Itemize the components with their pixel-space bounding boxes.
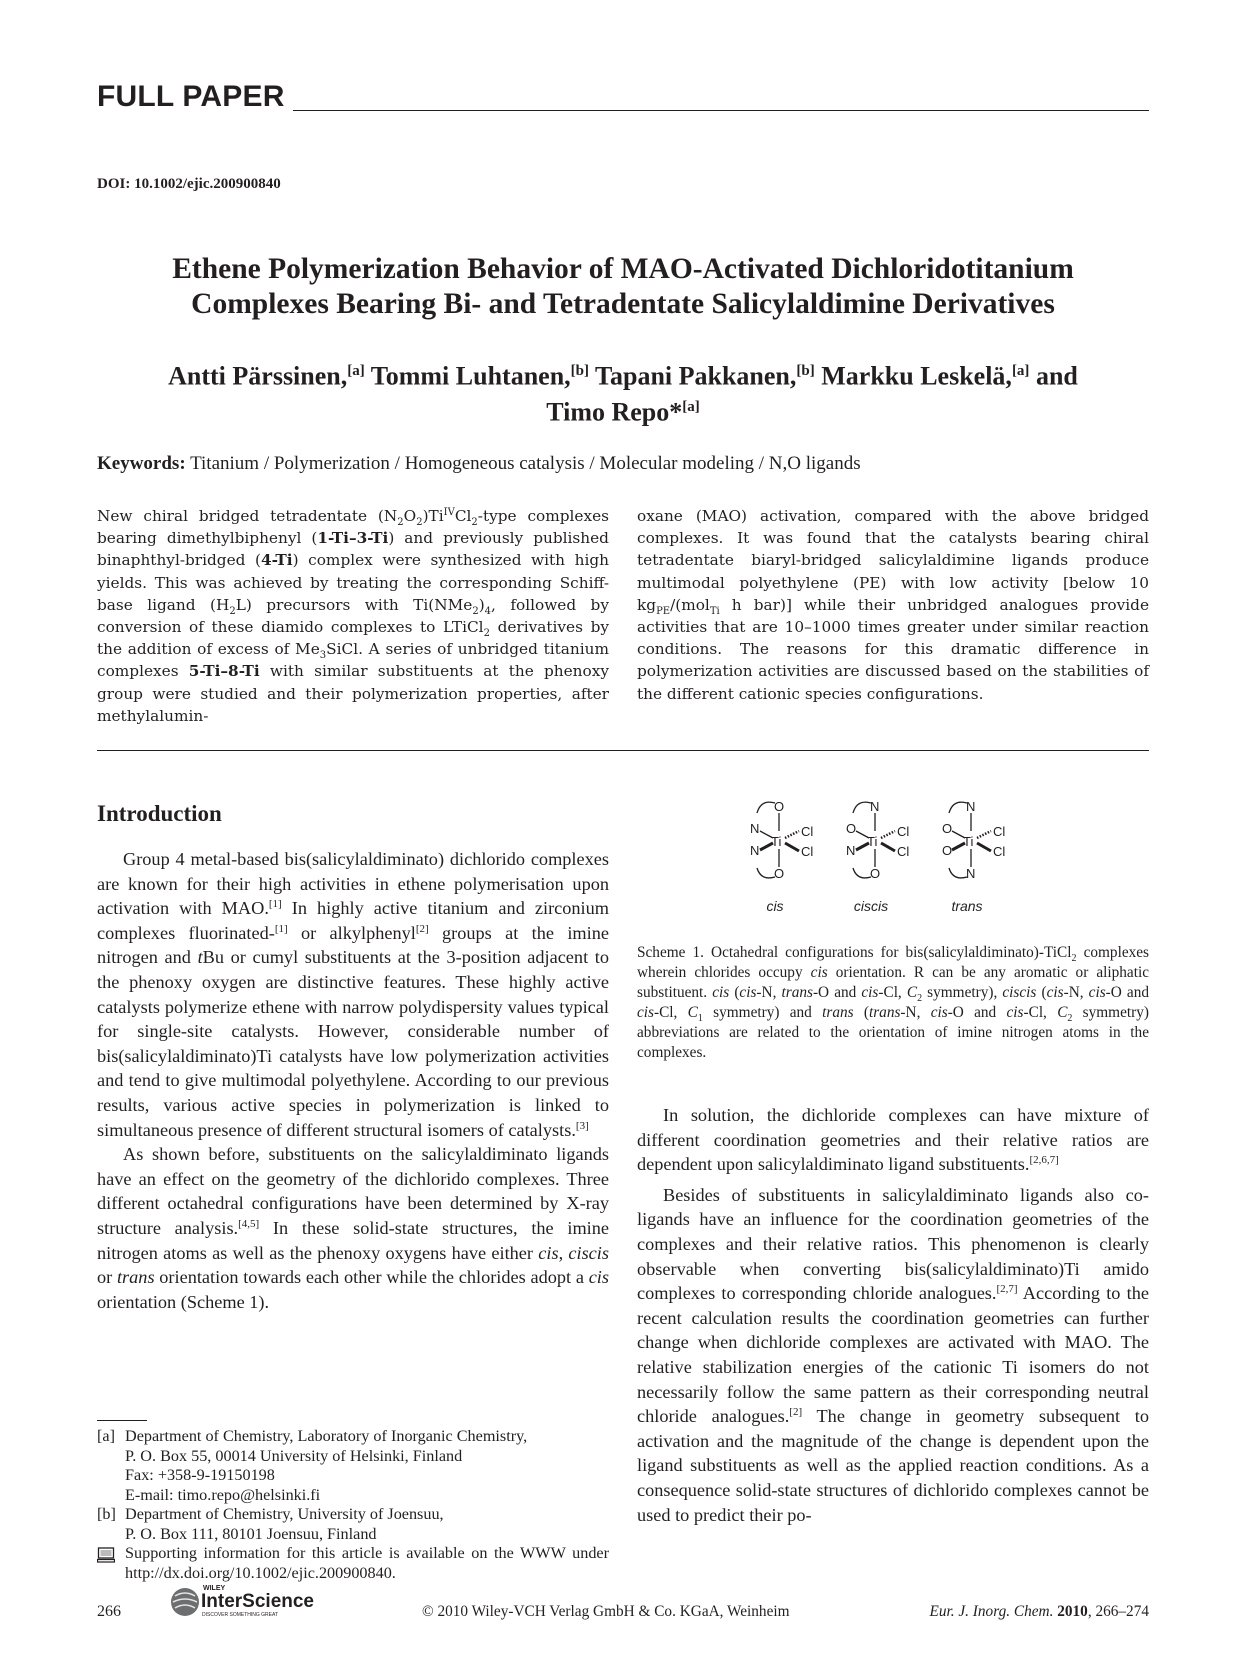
text: cis (1006, 1004, 1024, 1022)
text: trans (868, 1004, 901, 1022)
abstract-text: -type complexes bearing dimethylbiphenyl ( (97, 507, 609, 548)
text: trans (822, 1004, 854, 1022)
subscript: 2 (483, 628, 490, 640)
text: -Cl, (878, 984, 907, 1002)
citation: [2] (415, 922, 429, 935)
computer-icon (97, 1547, 115, 1563)
text: -N, (900, 1004, 931, 1022)
subscript: Ti (709, 605, 720, 617)
abstract-text: ) and previously published binaphthyl-bridged ( (97, 529, 609, 570)
text: ( (1036, 984, 1047, 1002)
subscript: PE (656, 605, 671, 617)
text: In these solid-state structures, the imine nitrogen atoms as well as the phenoxy oxygens have either (97, 1217, 609, 1263)
interscience-logo (167, 1580, 347, 1620)
subscript: 2 (229, 605, 236, 617)
author-affiliation: [a] (682, 398, 700, 415)
scheme-cis-atoms (750, 799, 813, 881)
scheme-label-cis: cis (766, 898, 784, 914)
abstract-text: , followed by conversion of these diamido complexes to LTiCl (97, 595, 609, 637)
text: symmetry) and (702, 1004, 823, 1022)
text: cis (637, 1004, 654, 1022)
section-label: FULL PAPER (97, 80, 285, 113)
text: According to the recent calculation results the coordination geometries can further change when dichloride complexes are activated with MAO. The relative stabilization energies of the cationic Ti isomers do not necessarily follow the same pattern as their corresponding neutral chloride analogues. (637, 1283, 1149, 1427)
authors-line-1 (100, 356, 1146, 392)
paragraph (97, 1142, 609, 1314)
subscript: 1 (697, 1013, 703, 1025)
journal-year: 2010 (1057, 1603, 1088, 1620)
abstract-column-right (637, 505, 1149, 705)
journal-citation (900, 1603, 1149, 1621)
text: -O and (812, 984, 862, 1002)
footnote-line: Department of Chemistry, University of Joensuu, (125, 1505, 444, 1523)
text: -N, (756, 984, 782, 1002)
subscript: 2 (416, 517, 423, 529)
text: C (906, 984, 918, 1002)
abstract-text: derivatives by the addition of excess of Me (97, 618, 609, 659)
compound-label: 4-Ti (260, 551, 293, 570)
scheme-label-ciscis: ciscis (853, 898, 889, 914)
abstract-text: h bar)] while their unbridged analogues provide activities that are 10–1000 times greater under similar reaction conditions. The reasons for this dramatic difference in polymerization activities are discussed based on the stabilities of the different cationic species configurations. (637, 595, 1149, 703)
atom-label: N (750, 821, 760, 836)
atom-label: Cl (801, 844, 814, 859)
text: cis (1046, 984, 1064, 1002)
citation: [2] (789, 1406, 803, 1419)
atom-label: O (942, 821, 953, 836)
text: trans (116, 1267, 155, 1288)
keywords (97, 453, 861, 475)
subscript: 2 (472, 605, 479, 617)
citation: [4,5] (238, 1217, 260, 1230)
text: complexes wherein chlorides occupy (637, 944, 1149, 982)
atom-label: Cl (993, 824, 1006, 839)
citation: [2,6,7] (1029, 1154, 1059, 1167)
text: Group 4 metal-based bis(salicylaldiminato) dichlorido complexes are known for their high activities in ethene polymerisation upon activation with MAO. (97, 849, 609, 919)
footnote-line: Fax: +358-9-19150198 (125, 1466, 275, 1484)
footnote-tag: [b] (97, 1505, 116, 1523)
abstract-column-left (97, 505, 609, 727)
subscript: 2 (1071, 953, 1077, 965)
subscript: 3 (319, 650, 327, 662)
atom-label: N (966, 799, 976, 814)
keywords-text: Titanium / Polymerization / Homogeneous catalysis / Molecular modeling / N,O ligands (190, 453, 861, 474)
body-column-left (97, 847, 609, 1314)
text: ciscis (1002, 984, 1037, 1002)
text: or (97, 1267, 117, 1288)
abstract-text: /(mol (670, 595, 710, 614)
text: trans (781, 984, 813, 1002)
article-title (100, 252, 1146, 322)
text: Besides of substituents in salicylaldiminato ligands also co-ligands have an influence for the coordination geometries of the complexes and their relative ratios. This phenomenon is clearly observable when converting bis(salicylaldiminato)Ti amido complexes to corresponding chloride analogues. (637, 1184, 1149, 1304)
title-line-2: Complexes Bearing Bi- and Tetradentate Salicylaldimine Derivatives (191, 288, 1055, 320)
abstract-text: New chiral bridged tetradentate (N (97, 507, 398, 525)
subscript: 2 (1067, 1013, 1073, 1025)
globe-icon (171, 1588, 199, 1616)
supporting-info-text[interactable]: Supporting information for this article is available on the WWW under http://dx.doi.org/10.1002/ejic.200900840. (125, 1544, 609, 1582)
authors-line-2 (100, 392, 1146, 428)
scheme-trans-atoms (942, 799, 1005, 881)
abstract-text: )Ti (422, 507, 444, 525)
footnote-line: P. O. Box 55, 00014 University of Helsinki, Finland (125, 1446, 463, 1465)
author-name: Markku Leskelä, (821, 361, 1012, 391)
page-number: 266 (97, 1603, 121, 1620)
text: cis (588, 1267, 609, 1288)
citation: [3] (575, 1119, 589, 1132)
text: cis (930, 1004, 948, 1022)
text: The change in geometry subsequent to activation and the magnitude of the change is dependent upon the ligand substituents as well as the applied reaction conditions. As a consequence solid-state structures of dichlorido complexes cannot be used to predict their po- (637, 1406, 1150, 1525)
text: As shown before, substituents on the salicylaldiminato ligands have an effect on the geometry of the dichlorido complexes. Three different octahedral configurations have been determined by X-ray structure analysis. (97, 1144, 609, 1238)
abstract-text: L) precursors with Ti(NMe (235, 595, 473, 614)
text: ( (729, 984, 740, 1002)
logo-tagline: DISCOVER SOMETHING GREAT (202, 1612, 279, 1618)
text: Bu or cumyl substituents at the 3-position adjacent to the phenoxy oxygen are distinctive features. These highly active catalysts polymerize ethene with narrow polydispersity values typical for single-site catalysts. However, considerable number of bis(salicylaldiminato)Ti catalysts have low polymerization activities and tend to give multimodal polyethylene. According to our previous results, various active species in polymerization is linked to simultaneous presence of different structural isomers of catalysts. (97, 947, 609, 1140)
title-line-1: Ethene Polymerization Behavior of MAO-Activated Dichloridotitanium (172, 253, 1074, 285)
atom-label: O (774, 799, 785, 814)
text: symmetry) abbreviations are related to the orientation of imine nitrogen atoms in the complexes. (637, 1004, 1149, 1062)
text: cis (739, 984, 757, 1002)
citation: [2,7] (996, 1283, 1018, 1296)
authors-and: and (1035, 361, 1078, 391)
paragraph (637, 1183, 1149, 1527)
subscript: 4 (484, 605, 492, 617)
subscript: 2 (471, 517, 478, 529)
text: ( (853, 1004, 869, 1022)
text: In highly active titanium and zirconium complexes fluorinated- (97, 898, 609, 943)
author-name: Antti Pärssinen, (168, 361, 348, 391)
doi: DOI: 10.1002/ejic.200900840 (97, 176, 281, 192)
journal-name: Eur. J. Inorg. Chem. (929, 1603, 1054, 1620)
logo-interscience: InterScience (201, 1591, 314, 1612)
header-rule (293, 110, 1149, 111)
compound-label: 5-Ti–8-Ti (188, 662, 260, 681)
text: groups at the imine nitrogen and (97, 922, 609, 968)
text: Scheme 1. Octahedral configurations for bis(salicylaldiminato)-TiCl (637, 944, 1072, 961)
body-column-right (637, 1103, 1149, 1527)
text: In solution, the dichloride complexes can have mixture of different coordination geometries and their relative ratios are dependent upon salicylaldiminato ligand substituents. (637, 1105, 1149, 1175)
atom-label: N (846, 843, 856, 858)
text: -O and (1105, 984, 1150, 1002)
author-affiliation: [a] (347, 363, 365, 379)
footnote-supporting-info (97, 1544, 609, 1583)
author-affiliation: [b] (570, 363, 589, 379)
atom-label: Cl (801, 824, 814, 839)
text: cis (861, 984, 879, 1002)
citation: [1] (274, 922, 288, 935)
text: -N, (1063, 984, 1089, 1002)
keywords-label: Keywords: (97, 453, 186, 474)
subscript: 2 (397, 517, 404, 529)
text: cis (810, 964, 828, 982)
text: -Cl, (654, 1004, 688, 1022)
text: cis (712, 984, 730, 1002)
footnotes (97, 1427, 609, 1583)
text: , (558, 1242, 569, 1263)
atom-label: O (870, 866, 881, 881)
text: cis (1088, 984, 1106, 1002)
atom-label: Ti (963, 834, 974, 849)
text: -O and (947, 1004, 1007, 1022)
atom-label: Cl (993, 844, 1006, 859)
abstract-text: ) complex were synthesized with high yields. This was achieved by treating the corresponding Schiff-base ligand (H (97, 551, 609, 614)
author-list (100, 356, 1146, 427)
author-affiliation: [a] (1011, 363, 1030, 379)
footnote-line: Department of Chemistry, Laboratory of Inorganic Chemistry, (125, 1427, 528, 1445)
logo-wiley: WILEY (203, 1585, 226, 1592)
atom-label: Ti (771, 834, 782, 849)
text: orientation. R can be any aromatic or aliphatic substituent. (637, 964, 1149, 1002)
atom-label: O (774, 866, 785, 881)
footnote-line: P. O. Box 111, 80101 Joensuu, Finland (125, 1524, 377, 1543)
atom-label: N (966, 866, 976, 881)
paragraph (637, 1103, 1149, 1177)
author-name: Tapani Pakkanen, (595, 361, 797, 391)
superscript: IV (443, 506, 455, 518)
scheme-1-figure (737, 795, 1117, 920)
abstract-text: ) (478, 595, 485, 614)
abstract-text: with similar substituents at the phenoxy group were studied and their polymerization properties, after methylalumin- (97, 662, 609, 725)
atom-label: Cl (897, 844, 910, 859)
abstract-text: oxane (MAO) activation, compared with the above bridged complexes. It was found that the catalysts bearing chiral tetradentate biaryl-bridged salicylaldimine ligands produce multimodal polyethylene (PE) with low activity [below 10 kg (637, 507, 1149, 614)
abstract-rule (97, 750, 1149, 751)
footnote-tag: [a] (97, 1427, 115, 1445)
atom-label: N (750, 843, 760, 858)
atom-label: Cl (897, 824, 910, 839)
abstract-text: SiCl. A series of unbridged titanium complexes (97, 640, 609, 681)
text: symmetry), (922, 984, 1003, 1002)
footnote-affiliation-b (97, 1505, 609, 1544)
compound-label: 1-Ti–3-Ti (317, 529, 389, 548)
citation: [1] (268, 898, 282, 911)
footnote-rule (97, 1420, 147, 1421)
abstract-text: O (403, 507, 417, 525)
scheme-label-trans: trans (951, 898, 983, 914)
text: ciscis (568, 1242, 609, 1263)
text: t (197, 947, 203, 968)
copyright: © 2010 Wiley-VCH Verlag GmbH & Co. KGaA, Weinheim (422, 1603, 790, 1620)
subscript: 2 (917, 993, 923, 1005)
scheme-ciscis-atoms (846, 799, 909, 881)
atom-label: O (846, 821, 857, 836)
author-name: Timo Repo* (546, 397, 683, 427)
text: or alkylphenyl (287, 922, 416, 943)
text: cis (538, 1242, 559, 1263)
author-affiliation: [b] (796, 363, 815, 379)
text: orientation towards each other while the chlorides adopt a (154, 1267, 589, 1288)
paragraph (97, 847, 609, 1142)
text: orientation (Scheme 1). (97, 1291, 270, 1312)
text: C (1057, 1004, 1068, 1022)
journal-pages: , 266–274 (1087, 1603, 1149, 1620)
author-name: Tommi Luhtanen, (370, 361, 571, 391)
footnote-affiliation-a (97, 1427, 609, 1505)
footnote-email[interactable]: E-mail: timo.repo@helsinki.fi (125, 1485, 321, 1504)
section-heading-introduction: Introduction (97, 801, 222, 826)
text: -Cl, (1023, 1004, 1058, 1022)
atom-label: O (942, 843, 953, 858)
text: C (687, 1004, 698, 1022)
abstract-text: Cl (454, 507, 472, 525)
atom-label: N (870, 799, 880, 814)
atom-label: Ti (867, 834, 878, 849)
scheme-1-caption (637, 943, 1149, 1064)
